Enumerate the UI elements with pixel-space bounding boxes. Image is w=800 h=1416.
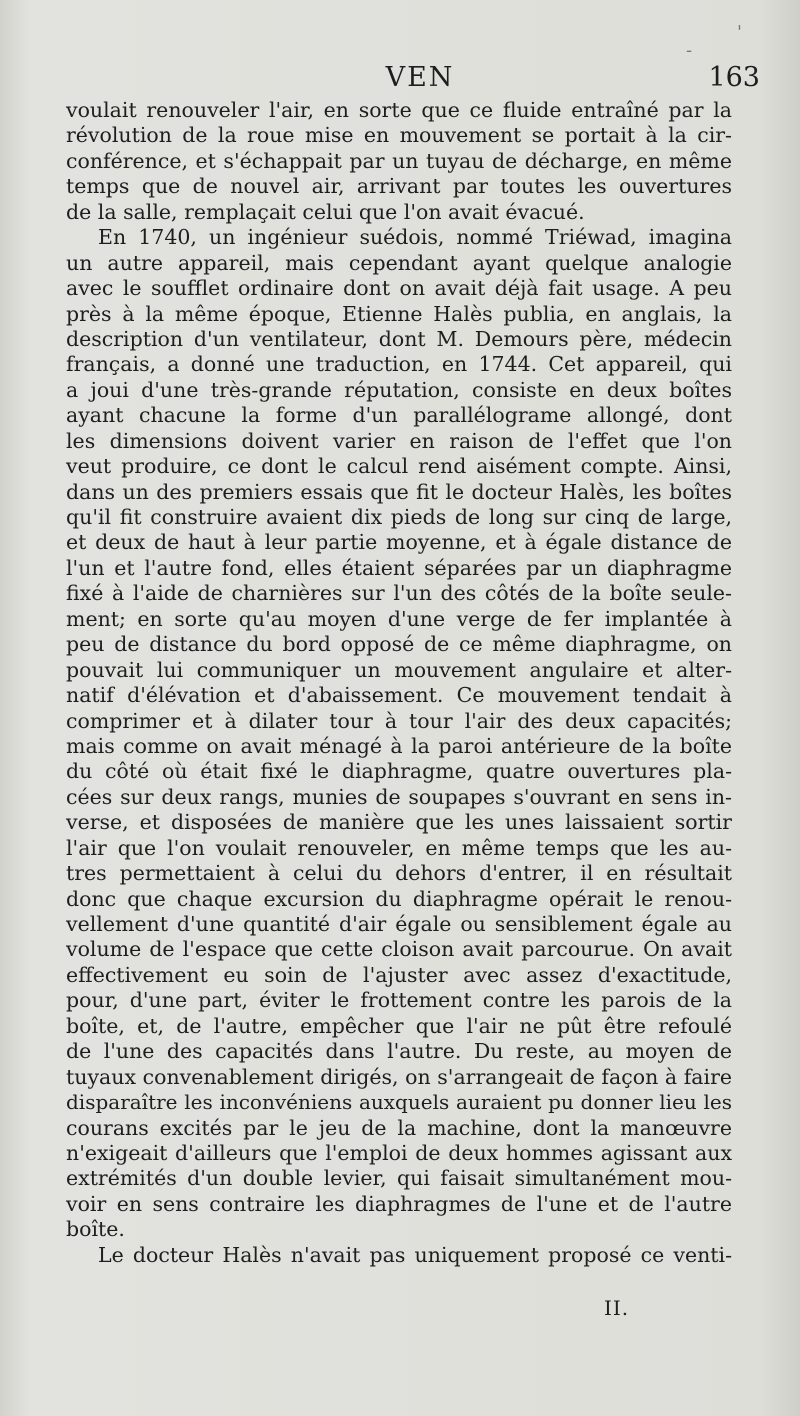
text-line: effectivement eu soin de l'ajuster avec assez d'exactitude, (66, 962, 732, 987)
text-line: près à la même époque, Etienne Halès publia, en anglais, la (66, 301, 732, 326)
text-line: disparaître les inconvéniens auxquels auraient pu donner lieu les (66, 1090, 732, 1115)
text-line: peu de distance du bord opposé de ce même diaphragme, on (66, 632, 732, 657)
text-line: l'air que l'on voulait renouveler, en même temps que les au- (66, 835, 732, 860)
body-text (66, 98, 732, 1268)
text-line: ment; en sorte qu'au moyen d'une verge de fer implantée à (66, 606, 732, 631)
smudge-mark: - (686, 40, 693, 61)
text-line: qu'il fit construire avaient dix pieds de long sur cinq de large, (66, 505, 732, 529)
text-line: voulait renouveler l'air, en sorte que ce fluide entraîné par la (66, 98, 732, 122)
text-line: tuyaux convenablement dirigés, on s'arrangeait de façon à faire (66, 1064, 732, 1089)
page-number: 163 (708, 62, 760, 93)
text-line: de l'une des capacités dans l'autre. Du reste, au moyen de (66, 1039, 732, 1064)
text-line: temps que de nouvel air, arrivant par toutes les ouvertures (66, 174, 732, 199)
signature-mark: II. (604, 1296, 630, 1320)
text-line: mais comme on avait ménagé à la paroi antérieure de la boîte (66, 733, 732, 758)
text-line: fixé à l'aide de charnières sur l'un des côtés de la boîte seule- (66, 581, 732, 606)
text-line: révolution de la roue mise en mouvement se portait à la cir- (66, 123, 732, 148)
text-line: un autre appareil, mais cependant ayant quelque analogie (66, 250, 732, 275)
text-line: pouvait lui communiquer un mouvement angulaire et alter- (66, 657, 732, 682)
text-line: a joui d'une très-grande réputation, consiste en deux boîtes (66, 377, 732, 402)
text-line: veut produire, ce dont le calcul rend aisément compte. Ainsi, (66, 454, 732, 479)
text-line: Le docteur Halès n'avait pas uniquement proposé ce venti- (98, 1242, 732, 1267)
text-line: verse, et disposées de manière que les unes laissaient sortir (66, 810, 732, 835)
text-line: boîte. (66, 1217, 125, 1242)
text-line: En 1740, un ingénieur suédois, nommé Triéwad, imagina (98, 225, 732, 250)
text-line: donc que chaque excursion du diaphragme opérait le renou- (66, 886, 732, 911)
text-line: ayant chacune la forme d'un parallélograme allongé, dont (66, 403, 732, 428)
text-line: avec le soufflet ordinaire dont on avait déjà fait usage. A peu (66, 276, 732, 301)
text-line: vellement d'une quantité d'air égale ou sensiblement égale au (66, 912, 732, 936)
text-line: comprimer et à dilater tour à tour l'air des deux capacités; (66, 708, 732, 733)
text-line: pour, d'une part, éviter le frottement contre les parois de la (66, 988, 732, 1013)
running-head (60, 62, 760, 98)
text-line: description d'un ventilateur, dont M. Demours père, médecin (66, 326, 732, 351)
text-line: et deux de haut à leur partie moyenne, et à égale distance de (66, 530, 732, 555)
text-line: du côté où était fixé le diaphragme, quatre ouvertures pla- (66, 759, 732, 784)
running-head-title: VEN (385, 62, 455, 93)
text-line: l'un et l'autre fond, elles étaient séparées par un diaphragme (66, 555, 732, 580)
text-line: les dimensions doivent varier en raison de l'effet que l'on (66, 428, 732, 453)
text-line: courans excités par le jeu de la machine, dont la manœuvre (66, 1115, 732, 1140)
text-line: boîte, et, de l'autre, empêcher que l'air ne pût être refoulé (66, 1013, 732, 1038)
text-line: extrémités d'un double levier, qui faisait simultanément mou- (66, 1166, 732, 1191)
text-line: dans un des premiers essais que fit le docteur Halès, les boîtes (66, 479, 732, 504)
text-line: volume de l'espace que cette cloison avait parcourue. On avait (66, 937, 732, 962)
text-line: n'exigeait d'ailleurs que l'emploi de deux hommes agissant aux (66, 1140, 732, 1165)
text-line: conférence, et s'échappait par un tuyau de décharge, en même (66, 148, 732, 173)
text-line: tres permettaient à celui du dehors d'entrer, il en résultait (66, 861, 732, 886)
smudge-mark: ' (737, 22, 742, 43)
text-line: français, a donné une traduction, en 1744. Cet appareil, qui (66, 352, 732, 377)
text-line: natif d'élévation et d'abaissement. Ce mouvement tendait à (66, 683, 732, 708)
text-line: de la salle, remplaçait celui que l'on avait évacué. (66, 199, 585, 224)
text-line: voir en sens contraire les diaphragmes de l'une et de l'autre (66, 1191, 732, 1216)
text-line: cées sur deux rangs, munies de soupapes s'ouvrant en sens in- (66, 784, 732, 809)
